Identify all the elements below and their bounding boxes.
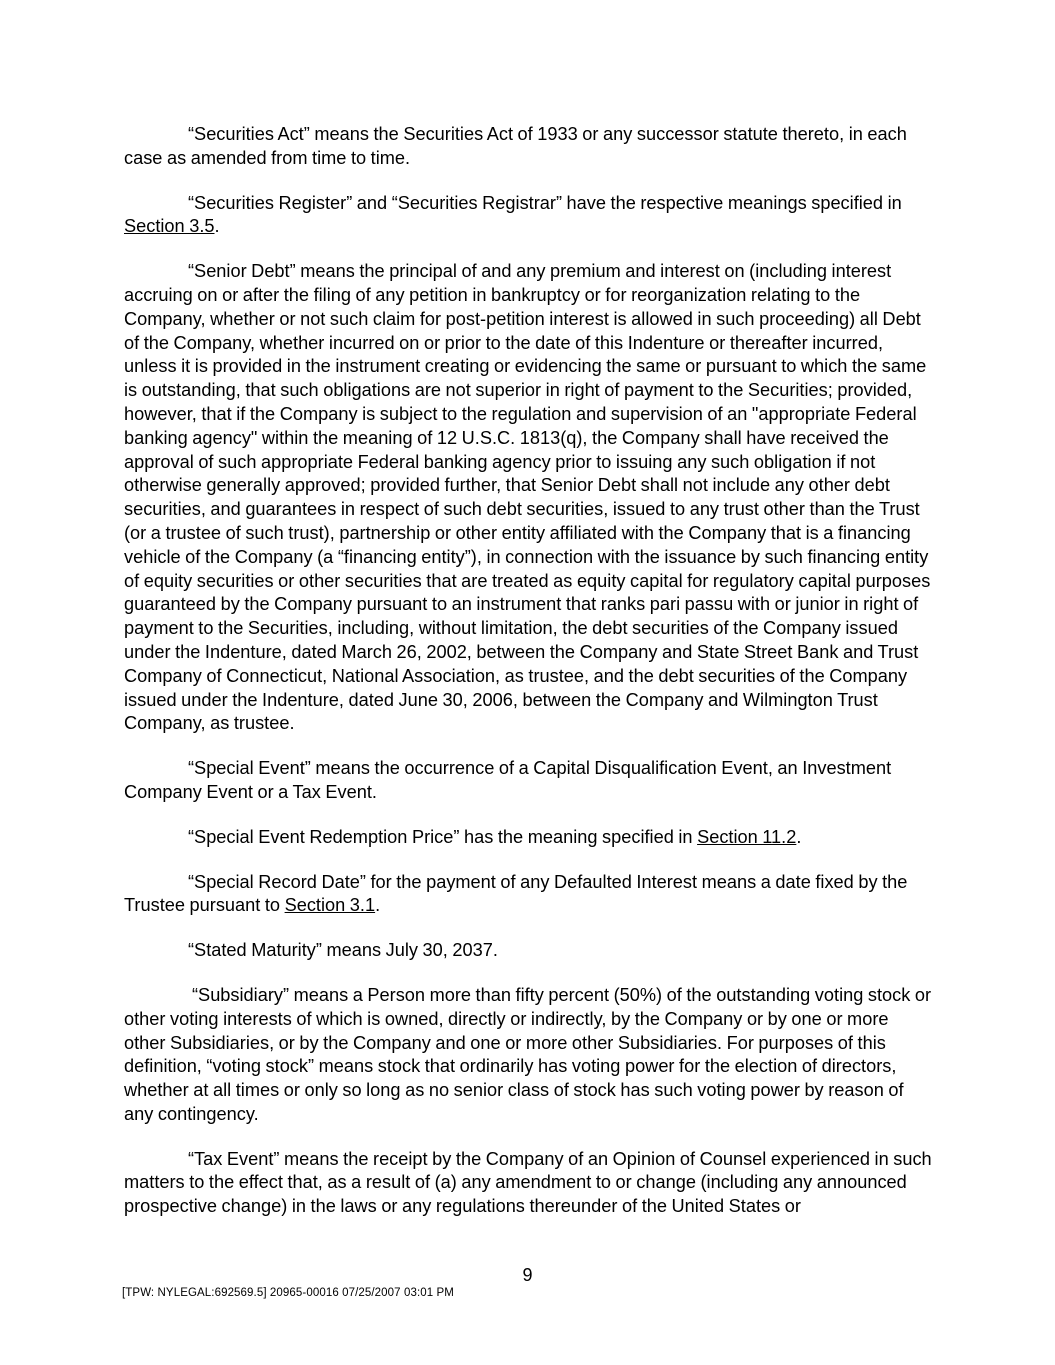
definition-text: “Securities Register” and “Securities Registrar” have the respective meanings specified in [188,192,902,213]
document-footer-reference: [TPW: NYLEGAL:692569.5] 20965-00016 07/25/2007 03:01 PM [122,1287,454,1299]
section-reference-link[interactable]: Section 3.5 [124,216,215,237]
definition-securities-register [124,192,934,240]
definition-special-event: “Special Event” means the occurrence of a Capital Disqualification Event, an Investment Company Event or a Tax Event. [124,758,892,802]
definition-text-end: . [796,826,802,847]
definition-special-event-redemption-price [124,826,934,850]
section-reference-link[interactable]: Section 11.2 [697,826,797,847]
definition-text-end: . [375,895,381,916]
section-reference-link[interactable]: Section 3.1 [284,895,376,916]
document-body [124,123,934,1240]
definition-securities-act: “Securities Act” means the Securities Act of 1933 or any successor statute thereto, in each case as amended from time to time. [124,124,907,168]
definition-tax-event: “Tax Event” means the receipt by the Company of an Opinion of Counsel experienced in such matters to the effect that, as a result of (a) any amendment to or change (including any announced prospective change) in the laws or any regulations thereunder of the United States or [124,1148,932,1217]
definition-senior-debt: “Senior Debt” means the principal of and any premium and interest on (including interest accruing on or after the filing of any petition in bankruptcy or for reorganization relating to the Company, whether or not such claim for post-petition interest is allowed in such proceeding) all Debt of the Company, whether incurred on or prior to the date of this Indenture or thereafter incurred, unless it is provided in the instrument creating or evidencing the same or pursuant to which the same is outstanding, that such obligations are not superior in right of payment to the Securities; provided, however, that if the Company is subject to the regulation and supervision of an "appropriate Federal banking agency" within the meaning of 12 U.S.C. 1813(q), the Company shall have received the approval of such appropriate Federal banking agency prior to issuing any such obligation if not otherwise generally approved; provided further, that Senior Debt shall not include any other debt securities, and guarantees in respect of such debt securities, issued to any trust other than the Trust (or a trustee of such trust), partnership or other entity affiliated with the Company that is a financing vehicle of the Company (a “financing entity”), in connection with the issuance by such financing entity of equity securities or other securities that are treated as equity capital for regulatory capital purposes guaranteed by the Company pursuant to an instrument that ranks pari passu with or junior in right of payment to the Securities, including, without limitation, the debt securities of the Company issued under the Indenture, dated March 26, 2002, between the Company and State Street Bank and Trust Company of Connecticut, National Association, as trustee, and the debt securities of the Company issued under the Indenture, dated June 30, 2006, between the Company and Wilmington Trust Company, as trustee. [124,261,931,734]
definition-special-record-date [124,871,934,919]
definition-subsidiary: “Subsidiary” means a Person more than fifty percent (50%) of the outstanding voting stock or other voting interests of which is owned, directly or indirectly, by the Company or by one or more other Subsidiaries, or by the Company and one or more other Subsidiaries. For purposes of this definition, “voting stock” means stock that ordinarily has voting power for the election of directors, whether at all times or only so long as no senior class of stock has such voting power by reason of any contingency. [124,984,932,1124]
page-number: 9 [522,1265,533,1285]
definition-text: “Special Record Date” for the payment of any Defaulted Interest means a date fixed by the Trustee pursuant to [124,871,908,916]
definition-text: “Special Event Redemption Price” has the meaning specified in [188,826,698,847]
definition-text-end: . [214,216,220,237]
definition-stated-maturity: “Stated Maturity” means July 30, 2037. [188,940,498,961]
